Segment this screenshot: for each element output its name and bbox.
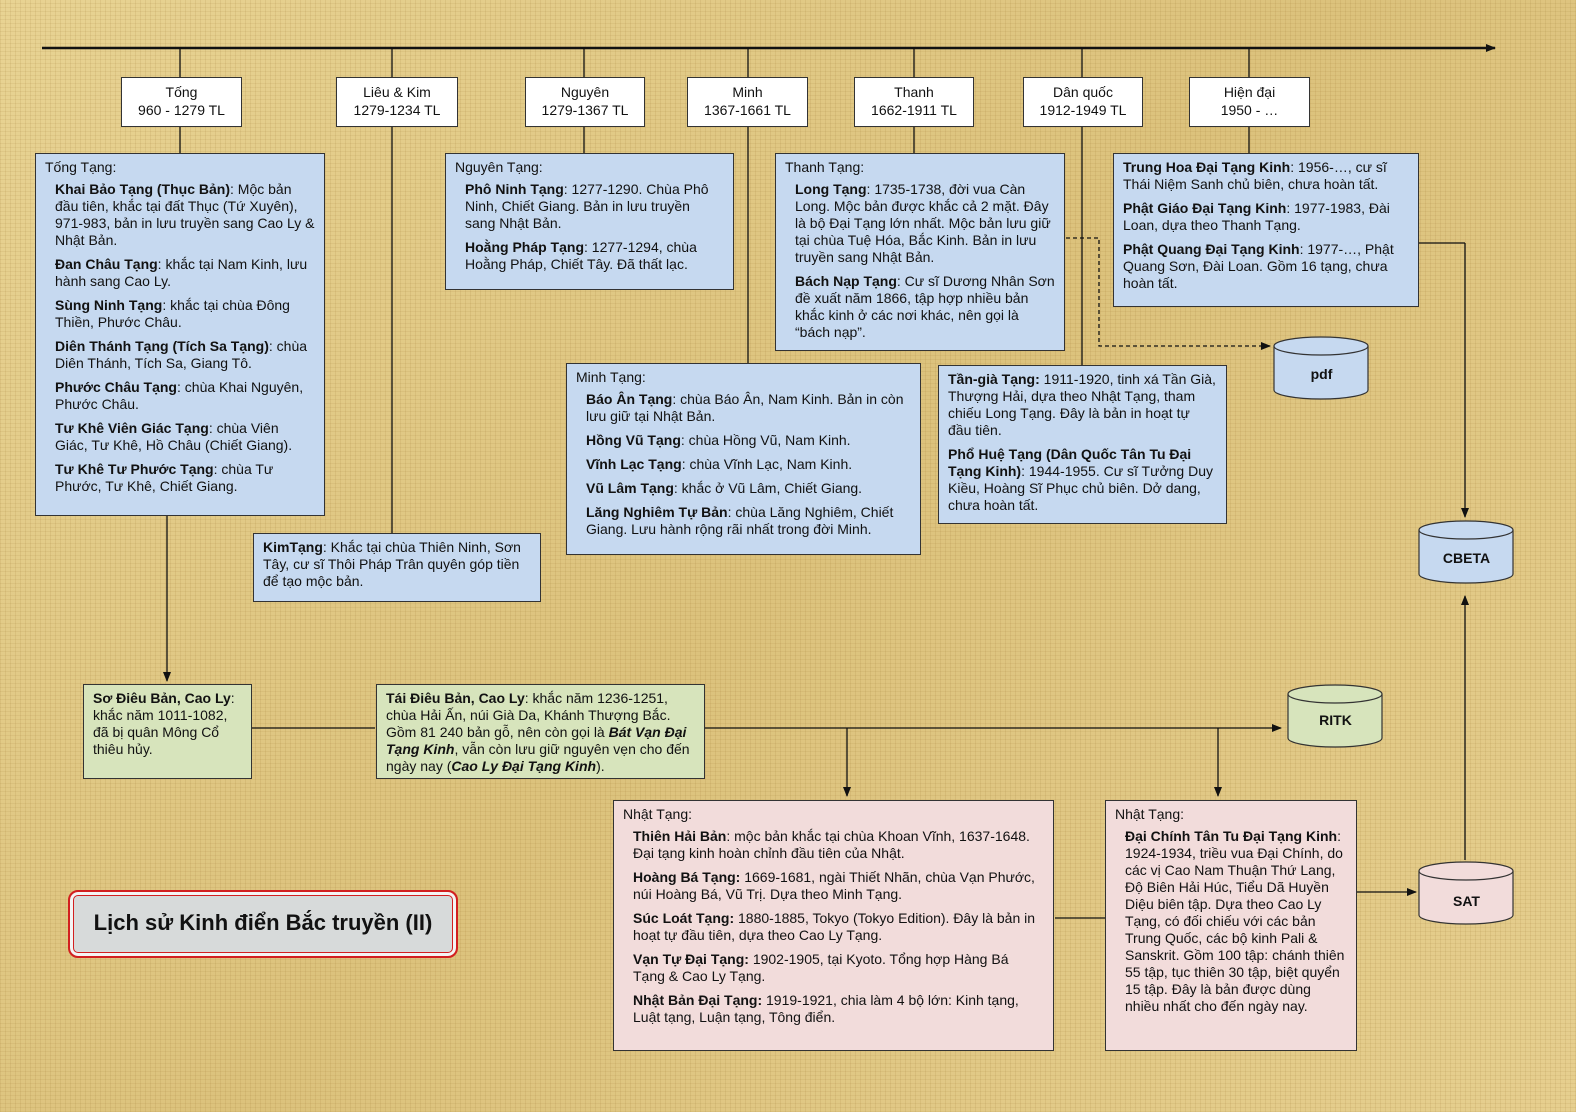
entry — [795, 181, 1055, 266]
entry — [1123, 241, 1409, 292]
entry-desc: : mộc bản khắc tại chùa Khoan Vĩnh, 1637-1648. Đại tạng kinh hoàn chỉnh đầu tiên của Nhật. — [633, 828, 1030, 861]
era-name: Thanh — [894, 84, 934, 100]
entry-emphasis: Cao Ly Đại Tạng Kinh — [451, 758, 597, 774]
era-dan-quoc — [1023, 77, 1143, 127]
entry — [948, 446, 1217, 514]
era-name: Liêu & Kim — [363, 84, 431, 100]
entry-desc: : khắc tại chùa Đông Thiền, Phước Châu. — [55, 297, 290, 330]
entry-desc: : Mộc bản đầu tiên, khắc tại đất Thục (Tứ Xuyên), 971-983, bản in lưu truyền sang Cao Ly & Nhật Bản. — [55, 181, 315, 248]
entry-desc: : chùa Hồng Vũ, Nam Kinh. — [680, 432, 851, 448]
era-minh — [687, 77, 808, 127]
entry-name: Sơ Điêu Bản, Cao Ly — [93, 690, 231, 706]
era-years: 960 - 1279 TL — [138, 102, 225, 118]
tong-tang-box — [35, 153, 325, 516]
entry-name: Đan Châu Tạng — [55, 256, 158, 272]
entry-name: Nhật Bản Đại Tạng: — [633, 992, 763, 1008]
entry — [586, 480, 911, 497]
entry — [55, 420, 315, 454]
entry-desc: ). — [596, 758, 605, 774]
entry — [948, 371, 1217, 439]
box-header: Tống Tạng: — [45, 159, 117, 175]
entry — [1123, 200, 1409, 234]
era-name: Hiện đại — [1223, 84, 1276, 100]
so-dieu-ban-box — [83, 684, 252, 779]
entry-desc: : 1277-1294, chùa Hoằng Pháp, Chiết Tây. Đã thất lạc. — [465, 239, 697, 272]
nguyen-tang-box — [445, 153, 734, 290]
nhat-tang-box-2 — [1105, 800, 1357, 1051]
entry-name: Hoằng Pháp Tạng — [465, 239, 584, 255]
era-years: 1367-1661 TL — [704, 102, 791, 118]
era-thanh — [854, 77, 974, 127]
era-tong — [121, 77, 242, 127]
entry — [633, 951, 1044, 985]
era-years: 1279-1234 TL — [353, 102, 441, 118]
entry-name: Bách Nạp Tạng — [795, 273, 897, 289]
entry-desc: 1902-1905, tại Kyoto. Tổng hợp Hàng Bá Tạng & Cao Ly Tạng. — [633, 951, 1009, 984]
entry — [586, 504, 911, 538]
database-label: RITK — [1319, 712, 1352, 728]
entry — [633, 828, 1044, 862]
box-header: Thanh Tạng: — [785, 159, 865, 175]
entry-desc: : khắc tại Nam Kinh, lưu hành sang Cao Ly. — [55, 256, 308, 289]
entry-desc: : chùa Diên Thánh, Tích Sa, Giang Tô. — [55, 338, 308, 371]
entry-name: Hoàng Bá Tạng: — [633, 869, 741, 885]
entry-name: Vĩnh Lạc Tạng — [586, 456, 682, 472]
entry — [465, 239, 724, 273]
entry-name: Diên Thánh Tạng (Tích Sa Tạng) — [55, 338, 269, 354]
entry-desc: : 1956-…, cư sĩ Thái Niệm Sanh chủ biên, chưa hoàn tất. — [1123, 159, 1387, 192]
entry-desc: : khắc năm 1236-1251, chùa Hải Ấn, núi Già Da, Khánh Thượng Bắc. Gồm 81 240 bản gỗ, nên còn gọi là — [386, 690, 671, 740]
era-years: 1912-1949 TL — [1039, 102, 1127, 118]
entry-desc: 1880-1885, Tokyo (Tokyo Edition). Đây là bản in hoạt tự đầu tiên, dựa theo Cao Ly Tạng. — [633, 910, 1036, 943]
entry-desc: : chùa Khai Nguyên, Phước Châu. — [55, 379, 304, 412]
entry-name: Vạn Tự Đại Tạng: — [633, 951, 749, 967]
hien-dai-box — [1113, 153, 1419, 307]
entry-desc: : 1944-1955. Cư sĩ Tưởng Duy Kiều, Hoàng Sĩ Phục chủ biên. Dở dang, chưa hoàn tất. — [948, 463, 1213, 513]
entry-name: Khai Bảo Tạng (Thục Bản) — [55, 181, 230, 197]
era-lieu-kim — [336, 77, 458, 127]
entry — [1125, 828, 1347, 1015]
entry-desc: : Cư sĩ Dương Nhân Sơn đề xuất năm 1866, tập hợp nhiều bản khắc kinh ở các nơi khác, nên gọi là “bách nạp”. — [795, 273, 1055, 340]
entry — [633, 910, 1044, 944]
entry-desc: : 1977-1983, Đài Loan, dựa theo Thanh Tạng. — [1123, 200, 1390, 233]
entry-name: Tư Khê Viên Giác Tạng — [55, 420, 209, 436]
entry — [586, 391, 911, 425]
thanh-tang-box — [775, 153, 1065, 351]
nhat-tang-box-1 — [613, 800, 1054, 1051]
minh-tang-box — [566, 363, 921, 555]
entry-name: Phật Quang Đại Tạng Kinh — [1123, 241, 1300, 257]
entry-name: Lăng Nghiêm Tự Bản — [586, 504, 728, 520]
entry — [55, 297, 315, 331]
era-years: 1662-1911 TL — [871, 102, 957, 118]
entry-name: Sùng Ninh Tạng — [55, 297, 163, 313]
era-hien-dai — [1189, 77, 1310, 127]
dan-quoc-box — [938, 365, 1227, 524]
era-years: 1279-1367 TL — [541, 102, 629, 118]
entry-name: Phô Ninh Tạng — [465, 181, 564, 197]
kim-tang-box — [253, 533, 541, 602]
page-title: Lịch sử Kinh điển Bắc truyền (II) — [68, 890, 458, 958]
entry-desc: : khắc năm 1011-1082, đã bị quân Mông Cổ thiêu hủy. — [93, 690, 235, 757]
database-label: CBETA — [1442, 550, 1491, 566]
entry-name: Đại Chính Tân Tu Đại Tạng Kinh — [1125, 828, 1338, 844]
entry-name: Trung Hoa Đại Tạng Kinh — [1123, 159, 1291, 175]
entry-name: Vũ Lâm Tạng — [586, 480, 674, 496]
entry — [633, 869, 1044, 903]
entry-name: Phật Giáo Đại Tạng Kinh — [1123, 200, 1287, 216]
entry-name: Báo Ân Tạng — [586, 391, 673, 407]
era-name: Tống — [165, 84, 198, 100]
entry — [55, 181, 315, 249]
entry — [586, 432, 911, 449]
entry — [586, 456, 911, 473]
entry-desc: : 1277-1290. Chùa Phô Ninh, Chiết Giang. Bản in lưu truyền sang Nhật Bản. — [465, 181, 709, 231]
entry-name: Tần-già Tạng: — [948, 371, 1040, 387]
entry — [1123, 159, 1409, 193]
pdf-database-icon — [1273, 336, 1370, 400]
box-header: Nhật Tạng: — [1115, 806, 1185, 822]
box-header: Nhật Tạng: — [623, 806, 693, 822]
cbeta-database-icon — [1418, 520, 1515, 584]
entry-desc: : Khắc tại chùa Thiên Ninh, Sơn Tây, cư sĩ Thôi Pháp Trân quyên góp tiền để tạo mộc bản. — [263, 539, 521, 589]
entry — [55, 256, 315, 290]
box-header: Minh Tạng: — [576, 369, 646, 385]
entry-name: Long Tạng — [795, 181, 867, 197]
entry-name: Hồng Vũ Tạng — [586, 432, 681, 448]
entry — [465, 181, 724, 232]
entry-desc: 1669-1681, ngài Thiết Nhãn, chùa Vạn Phước, núi Hoàng Bá, Vũ Trị. Dựa theo Minh Tạng. — [633, 869, 1035, 902]
entry — [55, 379, 315, 413]
era-years: 1950 - … — [1220, 102, 1279, 118]
entry-desc: 1911-1920, tinh xá Tần Già, Thượng Hải, dựa theo Nhật Tạng, tham chiếu Long Tạng. Đây là bản in hoạt tự đầu tiên. — [948, 371, 1216, 438]
entry-desc: , vẫn còn lưu giữ nguyên vẹn cho đến ngày nay ( — [386, 741, 690, 774]
entry-name: Thiên Hải Bản — [633, 828, 727, 844]
entry-desc: : 1735-1738, đời vua Càn Long. Mộc bản được khắc cả 2 mặt. Đây là bộ Đại Tạng lớn nhất. Mộc bản lưu giữ tại chùa Tuệ Hóa, Bắc Kinh. Bản in lưu truyền sang Nhật Bản. — [795, 181, 1051, 265]
entry — [633, 992, 1044, 1026]
entry-desc: : chùa Báo Ân, Nam Kinh. Bản in còn lưu giữ tại Nhật Bản. — [586, 391, 904, 424]
entry-name: Phước Châu Tạng — [55, 379, 177, 395]
entry-desc: : chùa Tư Phước, Tư Khê, Chiết Giang. — [55, 461, 274, 494]
entry — [55, 338, 315, 372]
entry — [55, 461, 315, 495]
entry-emphasis: Bát Vạn Đại Tạng Kinh — [386, 724, 687, 757]
entry-desc: 1919-1921, chia làm 4 bộ lớn: Kinh tạng, Luật tạng, Luận tạng, Tông điển. — [633, 992, 1019, 1025]
entry-desc: : 1977-…, Phật Quang Sơn, Đài Loan. Gồm 16 tạng, chưa hoàn tất. — [1123, 241, 1394, 291]
database-label: pdf — [1310, 366, 1333, 382]
entry-desc: : chùa Lăng Nghiêm, Chiết Giang. Lưu hành rộng rãi nhất trong đời Minh. — [586, 504, 894, 537]
database-label: SAT — [1453, 893, 1480, 909]
era-name: Minh — [732, 84, 763, 100]
sat-database-icon — [1418, 861, 1515, 925]
tai-dieu-ban-box — [376, 684, 705, 779]
entry — [795, 273, 1055, 341]
entry-name: Tái Điêu Bản, Cao Ly — [386, 690, 525, 706]
era-name: Dân quốc — [1053, 84, 1113, 100]
era-nguyen — [525, 77, 645, 127]
entry-name: Tư Khê Tư Phước Tạng — [55, 461, 214, 477]
entry-name: KimTạng — [263, 539, 323, 555]
entry-desc: : khắc ở Vũ Lâm, Chiết Giang. — [673, 480, 863, 496]
era-name: Nguyên — [560, 84, 610, 100]
ritk-database-icon — [1287, 684, 1384, 748]
box-header: Nguyên Tạng: — [455, 159, 543, 175]
entry-desc: : chùa Vĩnh Lạc, Nam Kinh. — [681, 456, 853, 472]
entry-name: Súc Loát Tạng: — [633, 910, 735, 926]
entry-desc: : 1924-1934, triều vua Đại Chính, do các vị Cao Nam Thuận Thứ Lang, Độ Biên Hải Húc, Tiểu Dã Huyền Diệu biên tập. Dựa theo Cao Ly Tạng, có đối chiếu với các bản Trung Quốc, các bộ kinh Pali & Sanskrit. Gồm 100 tập: chánh thiên 55 tập, tục thiên 30 tập, biệt quyển 15 tập. Đây là bản được dùng nhiều nhất cho đến ngày nay. — [1125, 828, 1345, 1014]
entry-desc: : chùa Viên Giác, Tư Khê, Hồ Châu (Chiết Giang). — [55, 420, 293, 453]
entry-name: Phổ Huệ Tạng (Dân Quốc Tân Tu Đại Tạng Kinh) — [948, 446, 1192, 479]
